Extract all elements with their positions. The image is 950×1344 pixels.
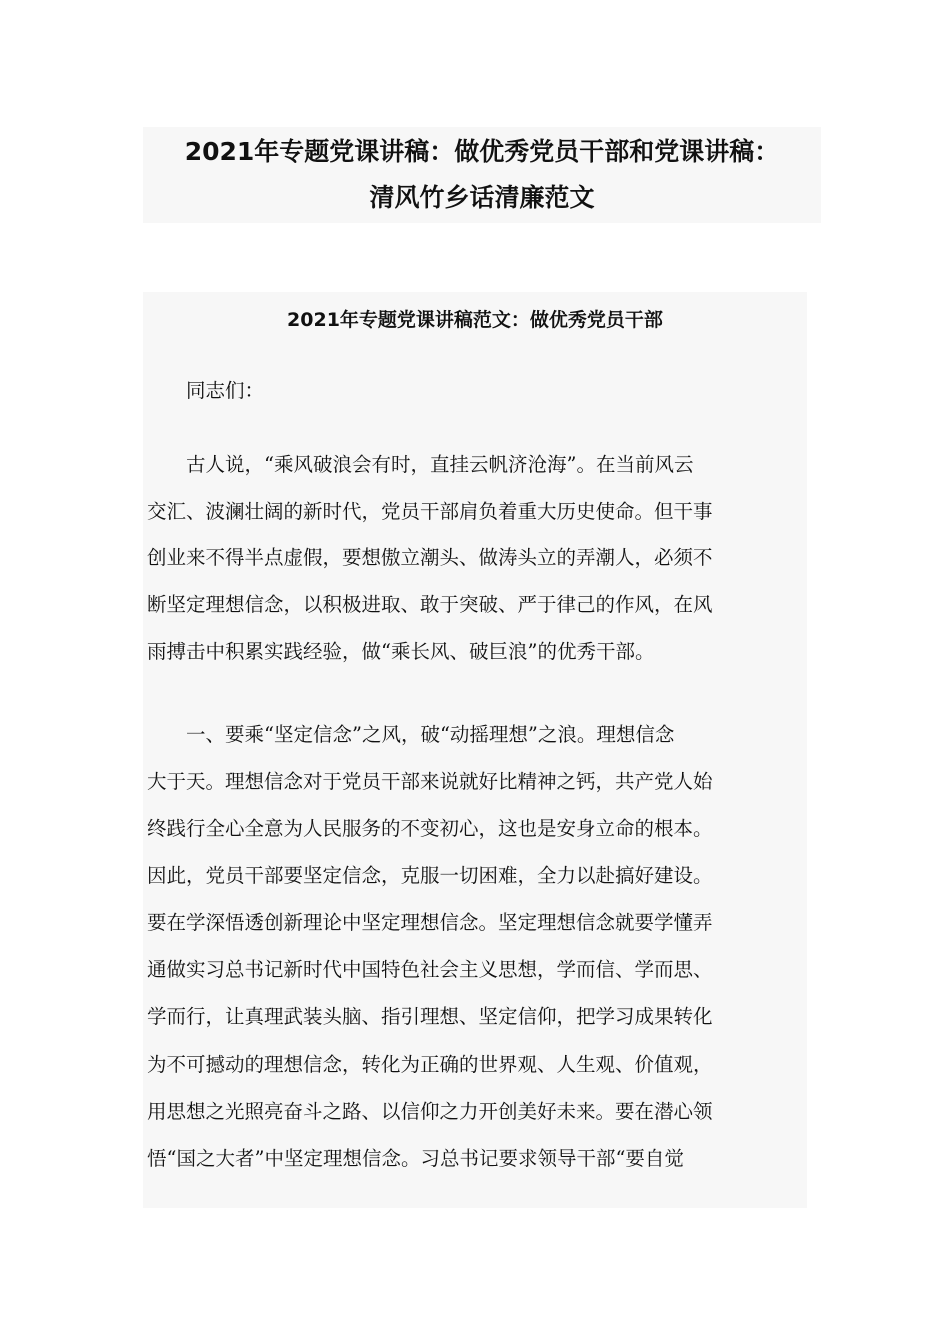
paragraph-1-line: 创业来不得半点虚假，要想傲立潮头、做涛头立的弄潮人，必须不 [147, 546, 713, 569]
paragraph-1-line: 断坚定理想信念，以积极进取、敢于突破、严于律己的作风，在风 [147, 593, 713, 616]
paragraph-2-line: 学而行，让真理武装头脑、指引理想、坚定信仰，把学习成果转化 [147, 1005, 713, 1028]
paragraph-1-line: 古人说，“乘风破浪会有时，直挂云帆济沧海”。在当前风云 [147, 453, 694, 476]
paragraph-2-line: 终践行全心全意为人民服务的不变初心，这也是安身立命的根本。 [147, 817, 713, 840]
document-title [143, 127, 821, 223]
salutation: 同志们： [147, 379, 265, 402]
paragraph-1-line: 交汇、波澜壮阔的新时代，党员干部肩负着重大历史使命。但干事 [147, 500, 713, 523]
paragraph-2-line: 用思想之光照亮奋斗之路、以信仰之力开创美好未来。要在潜心领 [147, 1100, 713, 1123]
paragraph-2-line: 悟“国之大者”中坚定理想信念。习总书记要求领导干部“要自觉 [147, 1147, 684, 1170]
paragraph-1-line: 雨搏击中积累实践经验，做“乘长风、破巨浪”的优秀干部。 [147, 640, 655, 663]
paragraph-2-line: 大于天。理想信念对于党员干部来说就好比精神之钙，共产党人始 [147, 770, 713, 793]
paragraph-2-line: 为不可撼动的理想信念，转化为正确的世界观、人生观、价值观， [147, 1053, 713, 1076]
paragraph-2-line: 要在学深悟透创新理论中坚定理想信念。坚定理想信念就要学懂弄 [147, 911, 713, 934]
paragraph-2-line: 通做实习总书记新时代中国特色社会主义思想，学而信、学而思、 [147, 958, 713, 981]
title-line-2: 清风竹乡话清廉范文 [369, 183, 595, 212]
section-heading: 2021年专题党课讲稿范文：做优秀党员干部 [287, 309, 663, 331]
title-line-1: 2021年专题党课讲稿：做优秀党员干部和党课讲稿： [184, 137, 780, 166]
paragraph-2-line: 一、要乘“坚定信念”之风，破“动摇理想”之浪。理想信念 [147, 723, 675, 746]
document-body [143, 292, 807, 1208]
paragraph-2-line: 因此，党员干部要坚定信念，克服一切困难，全力以赴搞好建设。 [147, 864, 713, 887]
